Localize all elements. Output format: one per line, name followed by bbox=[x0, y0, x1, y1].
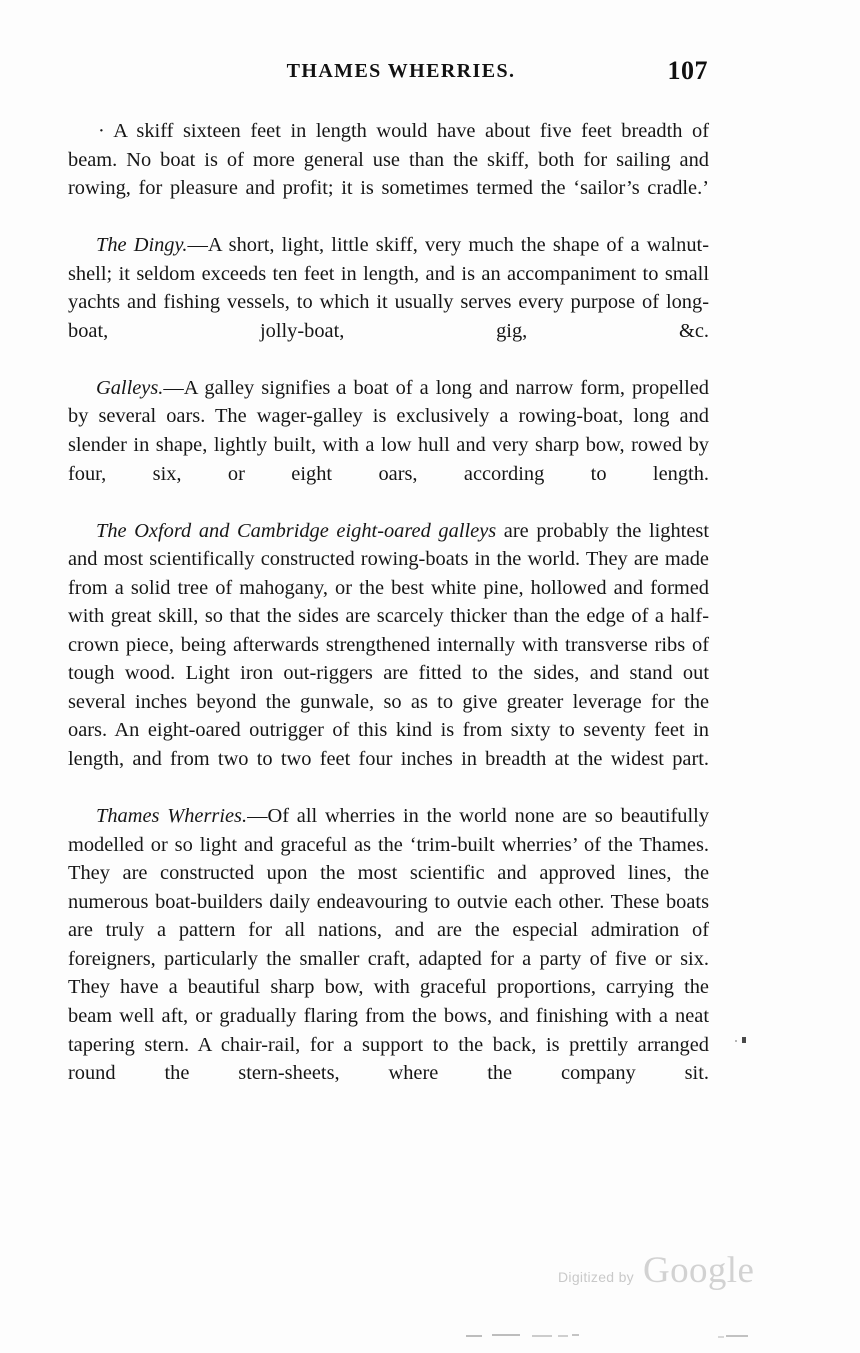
watermark-google-logo: Google bbox=[642, 1250, 755, 1291]
watermark-prefix-text: Digitized by bbox=[558, 1269, 634, 1285]
scan-edge-artifact bbox=[558, 1335, 568, 1337]
scan-edge-artifact bbox=[726, 1335, 748, 1337]
paragraph-run-in-heading: The Dingy. bbox=[96, 234, 188, 257]
paragraph-oxford-cambridge-galleys bbox=[68, 517, 709, 802]
paragraph-the-dingy bbox=[68, 231, 709, 374]
running-head bbox=[68, 56, 708, 94]
scan-edge-artifact bbox=[466, 1335, 482, 1337]
page-number: 107 bbox=[667, 56, 708, 85]
scan-edge-artifact bbox=[572, 1334, 579, 1336]
scan-speck-icon bbox=[742, 1037, 746, 1043]
paragraph-thames-wherries bbox=[68, 802, 709, 1116]
paragraph-text: —Of all wherries in the world none are so beautifully modelled or so light and graceful as the ‘trim-built wherries’ of the Thames. They are constructed upon the most scientific and approved lines, the numerous boat-builders daily endeavouring to outvie each other. These boats are truly a pattern for all nations, and are the especial admiration of foreigners, particularly the smaller craft, adapted for a party of five or six. They have a beautiful sharp bow, with graceful proportions, carrying the beam well aft, or gradually flaring from the bows, and finishing with a neat tapering stern. A chair-rail, for a support to the back, is prettily arranged round the stern-sheets, where the company sit. bbox=[68, 805, 710, 1085]
paragraph-text: —A short, light, little skiff, very much the shape of a walnut-shell; it seldom exceeds ten feet in length, and is an accompaniment to small yachts and fishing vessels, to which it usually serves every purpose of long-boat, jolly-boat, gig, &c. bbox=[68, 234, 709, 342]
body-text-column bbox=[68, 117, 709, 1116]
paragraph-text: are probably the lightest and most scientifically constructed rowing-boats in the world. They are made from a solid tree of mahogany, or the best white pine, hollowed and formed with great skill, so that the sides are scarcely thicker than the edge of a half-crown piece, being afterwards strengthened internally with transverse ribs of tough wood. Light iron out-riggers are fitted to the sides, and stand out several inches beyond the gunwale, so as to give greater leverage for the oars. An eight-oared outrigger of this kind is from sixty to seventy feet in length, and from two to two feet four inches in breadth at the widest part. bbox=[68, 519, 709, 771]
paragraph-run-in-heading: The Oxford and Cambridge eight-oared galleys bbox=[96, 519, 497, 542]
scan-edge-artifact bbox=[532, 1335, 552, 1337]
scan-edge-artifact bbox=[492, 1334, 520, 1336]
paragraph-galleys bbox=[68, 374, 709, 517]
paragraph-run-in-heading: Thames Wherries. bbox=[96, 805, 248, 828]
digitized-by-google-watermark bbox=[558, 1252, 754, 1289]
scan-speck-icon bbox=[735, 1040, 737, 1042]
page-header-title: THAMES WHERRIES. bbox=[286, 60, 516, 82]
paragraph-text: —A galley signifies a boat of a long and narrow form, propelled by several oars. The wager-galley is exclusively a rowing-boat, long and slender in shape, lightly built, with a low hull and very sharp bow, rowed by four, six, or eight oars, according to length. bbox=[68, 376, 709, 485]
paragraph-run-in-heading: Galleys. bbox=[96, 376, 164, 399]
scan-edge-artifact bbox=[718, 1336, 724, 1338]
paragraph-skiff bbox=[68, 117, 709, 231]
paragraph-text: · A skiff sixteen feet in length would have about five feet breadth of beam. No boat is of more general use than the skiff, both for sailing and rowing, for pleasure and profit; it is sometimes termed the ‘sailor’s cradle.’ bbox=[68, 120, 709, 200]
